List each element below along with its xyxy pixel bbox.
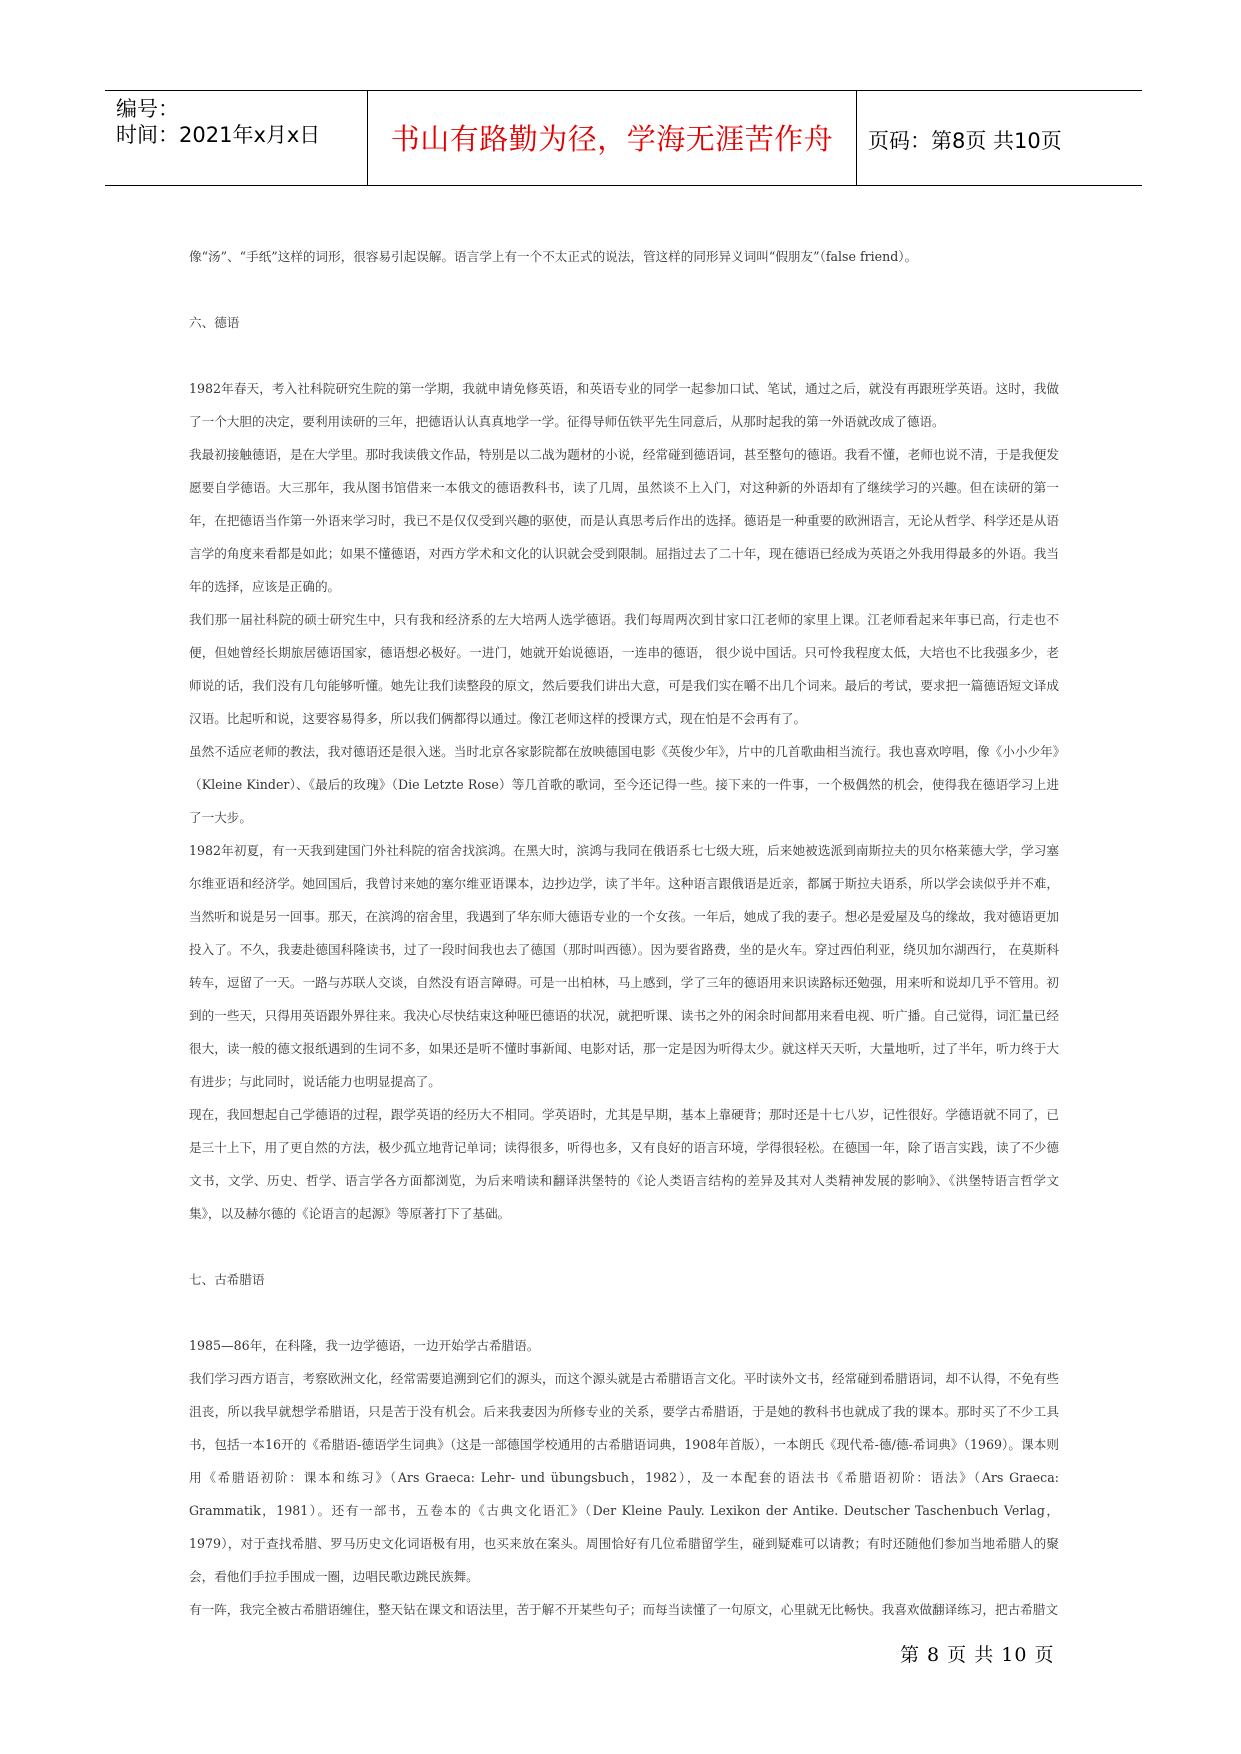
paragraph: 虽然不适应老师的教法，我对德语还是很入迷。当时北京各家影院都在放映德国电影《英俊少年》，片中的几首歌曲相当流行。我也喜欢哼唱，像《小小少年》（Kleine Kinder）、《最后的玫瑰》（Die Letzte Rose）等几首歌的歌词，至今还记得一些。接下来的一件事，一个极偶然的机会，使得我在德语学习上进了一大步。 — [189, 744, 1059, 825]
document-body — [189, 240, 1059, 1626]
paragraph: 我们学习西方语言，考察欧洲文化，经常需要追溯到它们的源头，而这个源头就是古希腊语言文化。平时读外文书，经常碰到希腊语词，却不认得，不免有些沮丧，所以我早就想学希腊语，只是苦于没有机会。后来我妻因为所修专业的关系，要学古希腊语，于是她的教科书也就成了我的课本。那时买了不少工具书，包括一本16开的《希腊语-德语学生词典》（这是一部德国学校通用的古希腊语词典，1908年首版），一本朗氏《现代希-德/德-希词典》（1969）。课本则用《希腊语初阶：课本和练习》（Ars Graeca: Lehr- und übungsbuch，1982），及一本配套的语法书《希腊语初阶：语法》（Ars Graeca: Grammatik，1981）。还有一部书，五卷本的《古典文化语汇》（Der Kleine Pauly. Lexikon der Antike. Deutscher Taschenbuch Verlag，1979），对于查找希腊、罗马历史文化词语极有用，也买来放在案头。周围恰好有几位希腊留学生，碰到疑难可以请教；有时还随他们参加当地希腊人的聚会，看他们手拉手围成一圈，边唱民歌边跳民族舞。 — [189, 1371, 1059, 1584]
paragraph: 1985—86年，在科隆，我一边学德语，一边开始学古希腊语。 — [189, 1338, 540, 1353]
paragraph: 现在，我回想起自己学德语的过程，跟学英语的经历大不相同。学英语时，尤其是早期，基本上靠硬背；那时还是十七八岁，记性很好。学德语就不同了，已是三十上下，用了更自然的方法，极少孤立地背记单词；读得很多，听得也多，又有良好的语言环境，学得很轻松。在德国一年，除了语言实践，读了不少德文书，文学、历史、哲学、语言学各方面都浏览，为后来啃读和翻译洪堡特的《论人类语言结构的差异及其对人类精神发展的影响》、《洪堡特语言哲学文集》，以及赫尔德的《论语言的起源》等原著打下了基础。 — [189, 1107, 1059, 1221]
section-heading-german: 六、德语 — [189, 315, 240, 330]
paragraph: 1982年春天，考入社科院研究生院的第一学期，我就申请免修英语，和英语专业的同学一起参加口试、笔试，通过之后，就没有再跟班学英语。这时，我做了一个大胆的决定，要利用读研的三年，把德语认认真真地学一学。征得导师伍铁平先生同意后，从那时起我的第一外语就改成了德语。 — [189, 381, 1059, 429]
header-motto-cell — [368, 91, 857, 185]
paragraph: 1982年初夏，有一天我到建国门外社科院的宿舍找滨鸿。在黑大时，滨鸿与我同在俄语系七七级大班，后来她被选派到南斯拉夫的贝尔格莱德大学，学习塞尔维亚语和经济学。她回国后，我曾讨来她的塞尔维亚语课本，边抄边学，读了半年。这种语言跟俄语是近亲，都属于斯拉夫语系，所以学会读似乎并不难，当然听和说是另一回事。那天，在滨鸿的宿舍里，我遇到了华东师大德语专业的一个女孩。一年后，她成了我的妻子。想必是爱屋及乌的缘故，我对德语更加投入了。不久，我妻赴德国科隆读书，过了一段时间我也去了德国（那时叫西德）。因为要省路费，坐的是火车。穿过西伯利亚，绕贝加尔湖西行， 在莫斯科转车，逗留了一天。一路与苏联人交谈，自然没有语言障碍。可是一出柏林，马上感到，学了三年的德语用来识读路标还勉强，用来听和说却几乎不管用。初到的一些天，只得用英语跟外界往来。我决心尽快结束这种哑巴德语的状况，就把听课、读书之外的闲余时间都用来看电视、听广播。自己觉得，词汇量已经很大，读一般的德文报纸遇到的生词不多，如果还是听不懂时事新闻、电影对话，那一定是因为听得太少。就这样天天听，大量地听，过了半年，听力终于大有进步；与此同时，说话能力也明显提高了。 — [189, 843, 1059, 1089]
document-number-label: 编号： — [116, 97, 179, 121]
section-heading-ancient-greek: 七、古希腊语 — [189, 1272, 265, 1287]
header-page-cell — [857, 91, 1142, 185]
header-motto: 书山有路勤为径，学海无涯苦作舟 — [390, 122, 834, 156]
paragraph: 我最初接触德语，是在大学里。那时我读俄文作品，特别是以二战为题材的小说，经常碰到德语词，甚至整句的德语。我看不懂，老师也说不清，于是我便发愿要自学德语。大三那年，我从图书馆借来一本俄文的德语教科书，读了几周，虽然谈不上入门，对这种新的外语却有了继续学习的兴趣。但在读研的第一年，在把德语当作第一外语来学习时，我已不是仅仅受到兴趣的驱使，而是认真思考后作出的选择。德语是一种重要的欧洲语言，无论从哲学、科学还是从语言学的角度来看都是如此；如果不懂德语，对西方学术和文化的认识就会受到限制。屈指过去了二十年，现在德语已经成为英语之外我用得最多的外语。我当年的选择，应该是正确的。 — [189, 447, 1059, 594]
paragraph: 有一阵，我完全被古希腊语缠住，整天钻在课文和语法里，苦于解不开某些句子；而每当读懂了一句原文，心里就无比畅快。我喜欢做翻译练习，把古希腊文 — [189, 1602, 1058, 1617]
document-date-label: 时间：2021年x月x日 — [116, 123, 321, 147]
paragraph: 我们那一届社科院的硕士研究生中，只有我和经济系的左大培两人选学德语。我们每周两次到甘家口江老师的家里上课。江老师看起来年事已高，行走也不便，但她曾经长期旅居德语国家，德语想必极好。一进门，她就开始说德语，一连串的德语， 很少说中国话。只可怜我程度太低，大培也不比我强多少，老师说的话，我们没有几句能够听懂。她先让我们读整段的原文，然后要我们讲出大意，可是我们实在嚼不出几个词来。最后的考试，要求把一篇德语短文译成汉语。比起听和说，这要容易得多，所以我们俩都得以通过。像江老师这样的授课方式，现在怕是不会再有了。 — [189, 612, 1059, 726]
page-footer-number: 第 8 页 共 10 页 — [900, 1644, 1055, 1666]
header-info-cell — [105, 91, 368, 185]
paragraph-false-friend: 像“汤”、“手纸”这样的词形，很容易引起误解。语言学上有一个不太正式的说法，管这样的同形异义词叫“假朋友”（false friend）。 — [189, 249, 918, 264]
page-header — [105, 90, 1142, 186]
header-page-number: 页码：第8页 共10页 — [868, 129, 1062, 153]
